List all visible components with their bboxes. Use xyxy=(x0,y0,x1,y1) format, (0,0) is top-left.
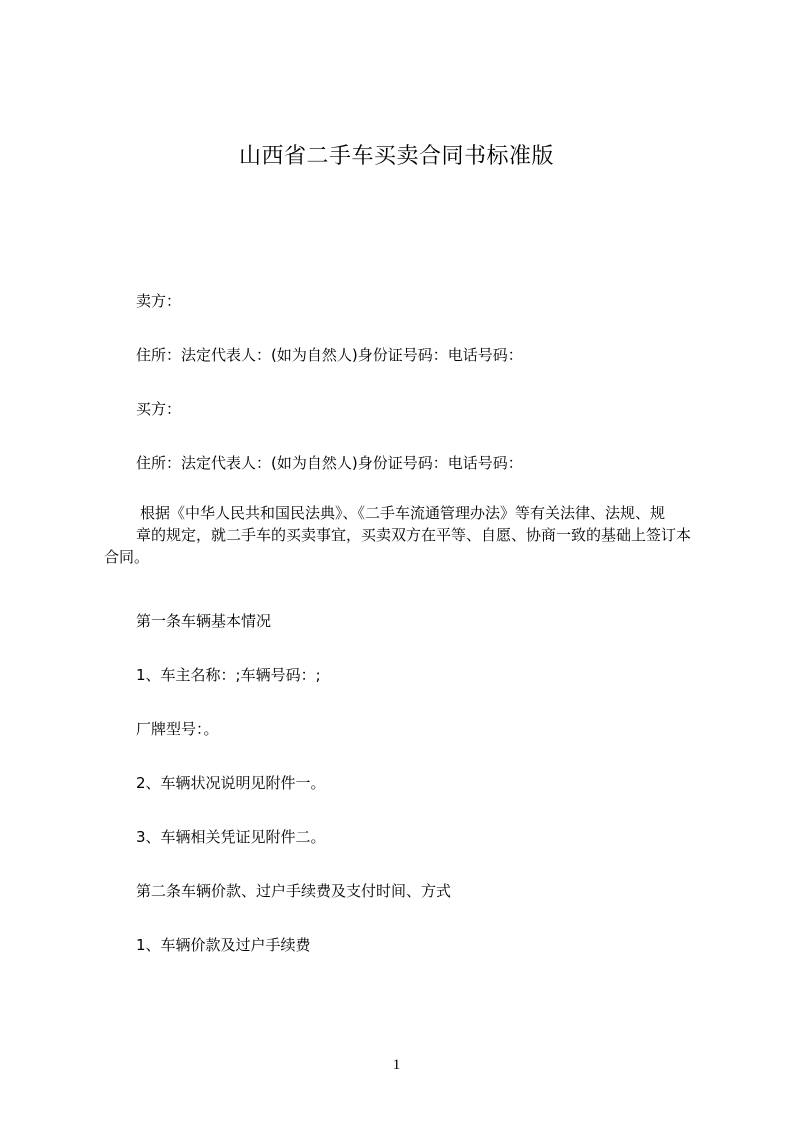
clause-owner-plate: 1、车主名称：;车辆号码：; xyxy=(136,666,321,684)
intro-paragraph xyxy=(104,502,704,568)
page-number: 1 xyxy=(392,1057,401,1073)
intro-line-3: 合同。 xyxy=(104,548,150,566)
intro-line-2: 章的规定，就二手车的买卖事宜，买卖双方在平等、自愿、协商一致的基础上签订本 xyxy=(136,526,692,544)
clause-price-fees: 1、车辆价款及过户手续费 xyxy=(136,936,311,954)
article-two-heading: 第二条车辆价款、过户手续费及支付时间、方式 xyxy=(136,882,452,900)
intro-line-1: 根据《中华人民共和国民法典》、《二手车流通管理办法》等有关法律、法规、规 xyxy=(140,504,666,522)
article-one-heading: 第一条车辆基本情况 xyxy=(136,612,272,630)
seller-address-line: 住所：法定代表人：(如为自然人)身份证号码：电话号码： xyxy=(136,346,523,364)
buyer-address-line: 住所：法定代表人：(如为自然人)身份证号码：电话号码： xyxy=(136,454,523,472)
document-title: 山西省二手车买卖合同书标准版 xyxy=(238,144,554,169)
clause-documents: 3、车辆相关凭证见附件二。 xyxy=(136,828,326,846)
clause-model: 厂牌型号：。 xyxy=(136,720,219,738)
seller-line: 卖方： xyxy=(136,292,182,310)
buyer-line: 买方： xyxy=(136,400,182,418)
clause-condition: 2、车辆状况说明见附件一。 xyxy=(136,774,326,792)
